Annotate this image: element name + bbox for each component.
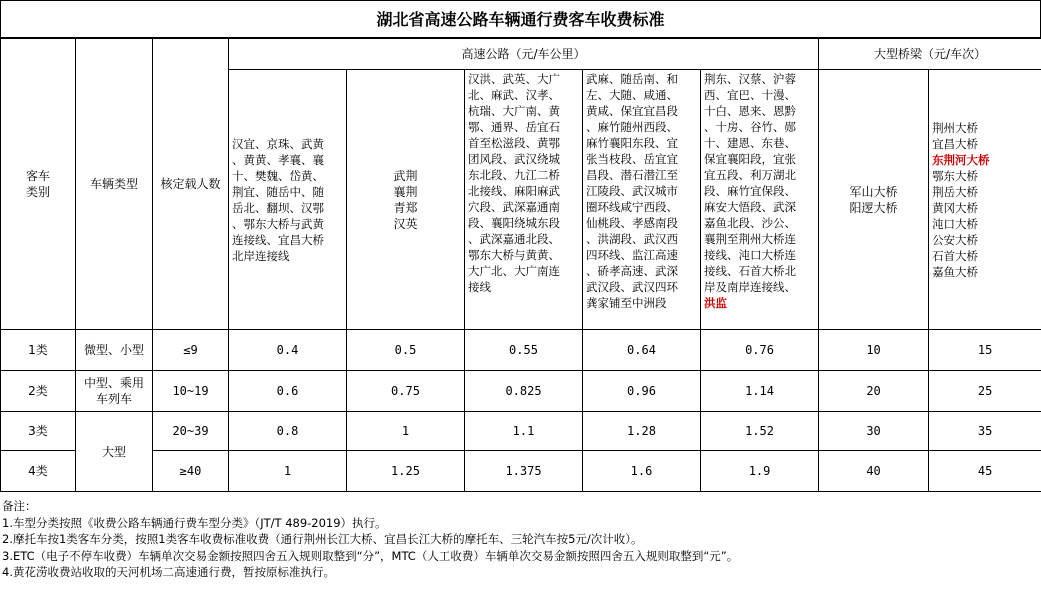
rate-cell: 1.52: [701, 412, 819, 451]
bridge-name: 荆岳大桥: [932, 184, 979, 199]
row-vehicle-type: 中型、乘用车列车: [76, 371, 153, 412]
note-item: 3.ETC（电子不停车收费）车辆单次交易金额按照四舍五入规则取整到“分”，MTC（人工收费）车辆单次交易金额按照四舍五入规则取整到“元”。: [2, 548, 739, 563]
bridge-name: 嘉鱼大桥: [932, 264, 979, 279]
bridge-name: 石首大桥: [932, 248, 979, 263]
rate-cell: 0.75: [347, 371, 465, 412]
route-line: 接线: [468, 280, 491, 294]
route-line: 东北段、九江二桥: [468, 168, 560, 182]
rate-cell: 1.1: [465, 412, 583, 451]
bridge-fee-cell: 40: [819, 451, 929, 492]
route-line: 鄂东大桥与黄黄、: [468, 248, 560, 262]
bridge-name: 宜昌大桥: [932, 136, 979, 151]
route-line: 嘉鱼北段、沙公、: [704, 216, 796, 230]
header-expressway: 高速公路（元/车公里）: [229, 39, 819, 70]
row-seats: 20~39: [153, 412, 229, 451]
table-row: [1, 412, 1041, 451]
rate-cell: 0.55: [465, 330, 583, 371]
route-line: 麻竹襄阳东段、宜: [586, 136, 678, 150]
expressway-group-5: [701, 70, 819, 330]
row-seats: 10~19: [153, 371, 229, 412]
route-line: 连接线、宜昌大桥: [232, 232, 324, 247]
rate-cell: 0.6: [229, 371, 347, 412]
route-line: 张当枝段、岳宜宜: [586, 152, 678, 166]
rate-cell: 0.76: [701, 330, 819, 371]
row-class: 2类: [1, 371, 76, 412]
route-line: 首至松滋段、黄鄂: [468, 136, 560, 150]
route-line: 宜五段、利万湖北: [704, 168, 796, 182]
route-line: 北接线、麻阳麻武: [468, 184, 560, 198]
bridge-name: 公安大桥: [932, 232, 979, 247]
route-line: 、麻竹随州西段、: [586, 120, 678, 134]
row-class: 3类: [1, 412, 76, 451]
route-line: 四环线、监江高速: [586, 248, 678, 262]
route-line: 十白、恩来、恩黔: [704, 104, 796, 118]
rate-cell: 0.825: [465, 371, 583, 412]
table-row: [1, 330, 1041, 371]
rate-cell: 0.8: [229, 412, 347, 451]
route-line: 襄荆: [393, 184, 418, 199]
note-item: 1.车型分类按照《收费公路车辆通行费车型分类》（JT/T 489-2019）执行。: [2, 515, 387, 530]
bridge-group-1: [819, 70, 929, 330]
table-row: [1, 371, 1041, 412]
route-line: 、十房、谷竹、郧: [704, 120, 796, 134]
expressway-group-2: [347, 70, 465, 330]
notes-heading: 备注：: [2, 499, 37, 513]
route-line: 保宜襄阳段，宜张: [704, 152, 796, 166]
route-line: 圈环线咸宁西段、: [586, 200, 678, 214]
route-line: 段、麻竹宜保段、: [704, 184, 796, 198]
route-line: 武麻、随岳南、和: [586, 72, 678, 86]
row-seats: ≤9: [153, 330, 229, 371]
rate-cell: 1.28: [583, 412, 701, 451]
bridge-fee-cell: 45: [929, 451, 1041, 492]
rate-cell: 1.25: [347, 451, 465, 492]
route-line: 、武深嘉通北段、: [468, 232, 560, 246]
route-line: 大广北、大广南连: [468, 264, 560, 278]
route-line: 团风段、武汉绕城: [468, 152, 560, 166]
bridge-fee-cell: 10: [819, 330, 929, 371]
route-line: 、鄂东大桥与武黄: [232, 216, 324, 231]
route-line: 、硚孝高速、武深: [586, 264, 678, 278]
rate-cell: 1: [347, 412, 465, 451]
bridge-name: 沌口大桥: [932, 216, 979, 231]
bridge-fee-cell: 35: [929, 412, 1041, 451]
route-line-highlight: 洪监: [704, 296, 727, 310]
route-line: 龚家铺至中洲段: [586, 296, 667, 310]
route-line: 武荆: [393, 168, 418, 183]
rate-cell: 1.9: [701, 451, 819, 492]
header-seats: 核定载人数: [153, 39, 229, 330]
route-line: 穴段、武深嘉通南: [468, 200, 560, 214]
route-line: 昌段、潜石潜江至: [586, 168, 678, 182]
route-line: 段、襄阳绕城东段: [468, 216, 560, 230]
note-item: 4.黄花涝收费站收取的天河机场二高速通行费，暂按原标准执行。: [2, 565, 335, 579]
route-line: 岸及南岸连接线、: [704, 280, 796, 294]
route-line: 汉宜、京珠、武黄: [232, 136, 324, 151]
row-seats: ≥40: [153, 451, 229, 492]
route-line: 仙桃段、孝感南段: [586, 216, 678, 230]
route-line: 黄咸、保宜宜昌段: [586, 104, 678, 118]
table-row: [1, 451, 1041, 492]
bridge-group-2: [929, 70, 1041, 330]
route-line: 鄂、通界、岳宜石: [468, 120, 560, 134]
rate-cell: 1.6: [583, 451, 701, 492]
route-line: 西、宜巴、十漫、: [704, 88, 796, 102]
rate-cell: 0.64: [583, 330, 701, 371]
rate-cell: 0.96: [583, 371, 701, 412]
route-line: 汉洪、武英、大广: [468, 72, 560, 86]
rate-cell: 0.4: [229, 330, 347, 371]
route-line: 青郑: [393, 200, 418, 215]
expressway-group-3: [465, 70, 583, 330]
expressway-group-1: [229, 70, 347, 330]
route-line: 十、建恩、东巷、: [704, 136, 796, 150]
route-line: 北岸连接线: [232, 248, 290, 263]
header-bridges: 大型桥梁（元/车次）: [819, 39, 1041, 70]
bridge-fee-cell: 25: [929, 371, 1041, 412]
route-line: 、洪湖段、武汉西: [586, 232, 678, 246]
route-line: 北、麻武、汉孝、: [468, 88, 560, 102]
rate-cell: 1.375: [465, 451, 583, 492]
route-line: 江陵段、武汉城市: [586, 184, 678, 198]
route-line: 岳北、翻坝、汉鄂: [232, 200, 324, 215]
rate-cell: 0.5: [347, 330, 465, 371]
route-line: 左、大随、咸通、: [586, 88, 678, 102]
bridge-name: 阳逻大桥: [849, 200, 898, 215]
route-line: 荆宜、随岳中、随: [232, 184, 324, 199]
route-line: 麻安大悟段、武深: [704, 200, 796, 214]
rate-cell: 1.14: [701, 371, 819, 412]
expressway-group-4: [583, 70, 701, 330]
row-class: 4类: [1, 451, 76, 492]
header-vehicle-type: 车辆类型: [76, 39, 153, 330]
route-line: 十、樊魏、岱黄、: [232, 168, 324, 183]
bridge-name: 军山大桥: [849, 184, 898, 199]
note-item: 2.摩托车按1类客车分类，按照1类客车收费标准收费（通行荆州长江大桥、宜昌长江大桥的摩托车、三轮汽车按5元/次计收）。: [2, 532, 643, 546]
fee-table: [0, 38, 1041, 492]
page-title: 湖北省高速公路车辆通行费客车收费标准: [0, 0, 1041, 38]
row-vehicle-type: 微型、小型: [76, 330, 153, 371]
bridge-fee-cell: 20: [819, 371, 929, 412]
route-line: 武汉段、武汉四环: [586, 280, 678, 294]
bridge-name: 荆州大桥: [932, 120, 979, 135]
route-line: 杭瑞、大广南、黄: [468, 104, 560, 118]
row-vehicle-type: 大型: [76, 412, 153, 492]
bridge-name: 鄂东大桥: [932, 168, 979, 183]
bridge-fee-cell: 30: [819, 412, 929, 451]
route-line: 、黄黄、孝襄、襄: [232, 152, 324, 167]
route-line: 接线、石首大桥北: [704, 264, 796, 278]
rate-cell: 1: [229, 451, 347, 492]
notes: [0, 492, 1041, 581]
route-line: 荆东、汉蔡、沪蓉: [704, 72, 796, 86]
route-line: 汉英: [393, 216, 418, 231]
bridge-name: 黄冈大桥: [932, 200, 979, 215]
row-class: 1类: [1, 330, 76, 371]
route-line: 接线、沌口大桥连: [704, 248, 796, 262]
bridge-fee-cell: 15: [929, 330, 1041, 371]
bridge-name: 东荆河大桥: [932, 152, 990, 167]
route-line: 襄荆至荆州大桥连: [704, 232, 796, 246]
header-passenger-class: 客车 类别: [1, 39, 76, 330]
